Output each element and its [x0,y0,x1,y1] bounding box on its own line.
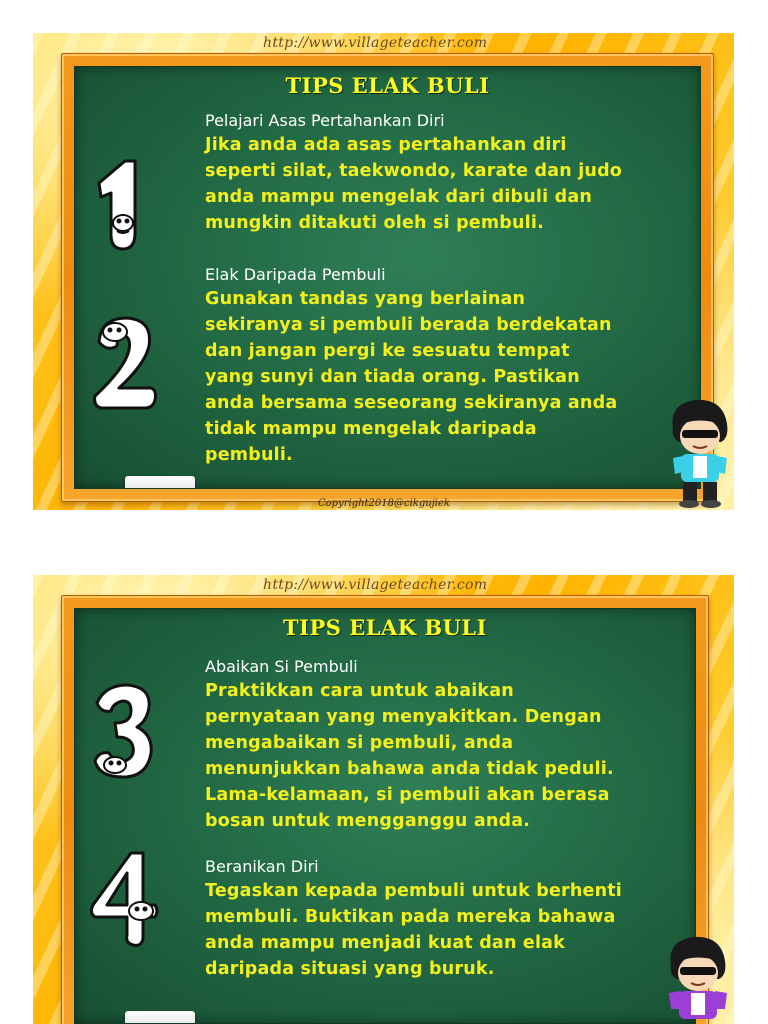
tip-line: mengabaikan si pembuli, anda [205,733,514,753]
tip-3 [205,657,696,834]
tip-line: Jika anda ada asas pertahankan diri [205,135,567,155]
tip-body [205,678,696,834]
cartoon-number-2-icon [85,312,165,412]
tip-line: anda mampu menjadi kuat dan elak [205,933,566,953]
tip-line: seperti silat, taekwondo, karate dan judo [205,161,623,181]
chalkboard [74,608,696,1024]
tip-line: tidak mampu mengelak daripada [205,419,537,439]
copyright-text: Copyright2018@cikgujiek [318,498,450,509]
tip-body [205,132,701,236]
tip-line: mungkin ditakuti oleh si pembuli. [205,213,544,233]
chalkboard [74,66,701,489]
tip-line: Tegaskan kepada pembuli untuk berhenti [205,881,622,901]
slide-2 [33,575,734,1024]
tip-line: pernyataan yang menyakitkan. Dengan [205,707,602,727]
tip-line: Praktikkan cara untuk abaikan [205,681,514,701]
tip-line: bosan untuk mengganggu anda. [205,811,531,831]
website-url: http://www.villageteacher.com [263,35,488,51]
tip-line: menunjukkan bahawa anda tidak peduli. [205,759,614,779]
slide-title: TIPS ELAK BULI [283,615,487,640]
tip-line: Lama-kelamaan, si pembuli akan berasa [205,785,610,805]
cartoon-boy-icon [665,398,734,510]
tip-line: Gunakan tandas yang berlainan [205,289,526,309]
tip-4 [205,857,696,982]
tip-line: pembuli. [205,445,293,465]
tip-1 [205,111,701,236]
tip-heading: Abaikan Si Pembuli [205,657,358,676]
tip-line: anda mampu mengelak dari dibuli dan [205,187,593,207]
cartoon-boy-icon [663,935,733,1024]
tip-line: sekiranya si pembuli berada berdekatan [205,315,612,335]
tip-heading: Beranikan Diri [205,857,319,876]
chalkboard-frame [61,53,714,502]
tip-body [205,286,701,468]
chalk-piece [125,1011,195,1024]
cartoon-number-1-icon [85,153,165,253]
cartoon-number-4-icon [85,849,165,949]
tip-line: anda bersama seseorang sekiranya anda [205,393,618,413]
chalk-piece [125,476,195,489]
slide-title: TIPS ELAK BULI [285,73,490,98]
slide-1 [33,33,734,510]
cartoon-number-3-icon [85,681,165,781]
tip-line: membuli. Buktikan pada mereka bahawa [205,907,616,927]
tip-heading: Elak Daripada Pembuli [205,265,386,284]
website-url: http://www.villageteacher.com [263,577,488,593]
chalkboard-frame [61,595,709,1024]
tip-body [205,878,696,982]
tip-line: daripada situasi yang buruk. [205,959,495,979]
tip-heading: Pelajari Asas Pertahankan Diri [205,111,445,130]
tip-line: yang sunyi dan tiada orang. Pastikan [205,367,580,387]
tip-2 [205,265,701,468]
tip-line: dan jangan pergi ke sesuatu tempat [205,341,570,361]
